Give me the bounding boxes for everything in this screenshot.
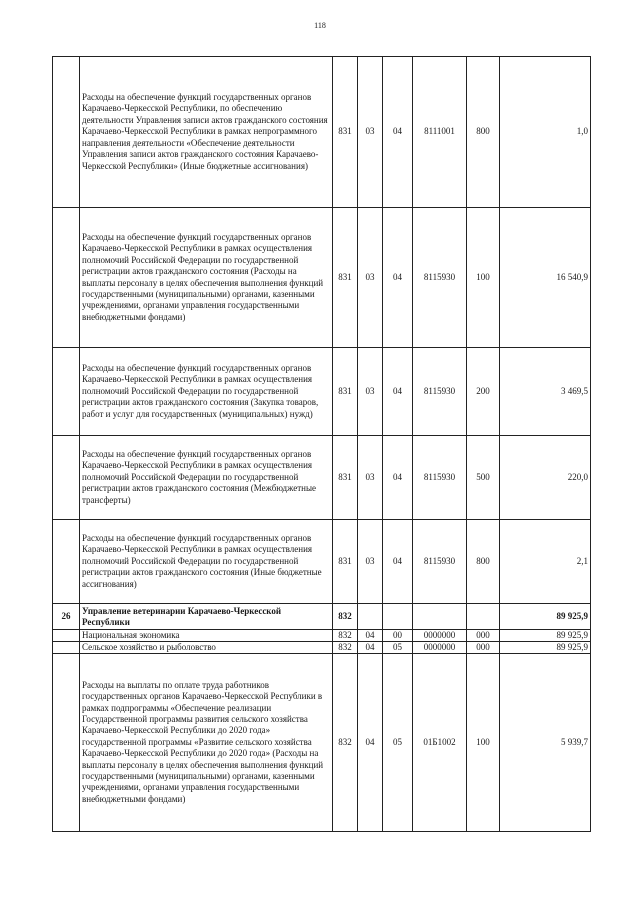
table-row <box>53 630 591 642</box>
amount: 5 939,7 <box>500 654 591 832</box>
table-row <box>53 520 591 604</box>
section-code: 03 <box>358 520 383 604</box>
subsection-code: 05 <box>383 654 413 832</box>
target-code: 8111001 <box>413 57 467 208</box>
row-number <box>53 348 80 436</box>
expense-type-code: 100 <box>467 208 500 348</box>
page-number: 118 <box>314 21 326 30</box>
row-description: Сельское хозяйство и рыболовство <box>80 642 333 654</box>
subsection-code: 04 <box>383 520 413 604</box>
expense-type-code: 100 <box>467 654 500 832</box>
amount: 1,0 <box>500 57 591 208</box>
subsection-code: 00 <box>383 630 413 642</box>
row-number <box>53 642 80 654</box>
expense-type-code: 500 <box>467 436 500 520</box>
section-code: 04 <box>358 630 383 642</box>
ministry-code: 831 <box>333 208 358 348</box>
target-code: 8115930 <box>413 436 467 520</box>
row-number: 26 <box>53 604 80 630</box>
table-row <box>53 654 591 832</box>
expense-type-code: 000 <box>467 630 500 642</box>
budget-table <box>52 56 591 832</box>
row-number <box>53 654 80 832</box>
section-code: 04 <box>358 654 383 832</box>
ministry-code: 831 <box>333 520 358 604</box>
expense-type-code: 000 <box>467 642 500 654</box>
amount: 89 925,9 <box>500 604 591 630</box>
expense-type-code: 800 <box>467 520 500 604</box>
row-description: Расходы на выплаты по оплате труда работников государственных органов Карачаево-Черкесской Республики в рамках подпрограммы «Обеспечение реализации Государственной программы развития сельского хозяйства Карачаево-Черкесской Республики до 2020 года» государственной программы «Развитие сельского хозяйства Карачаево-Черкесской Республики до 2020 года» (Расходы на выплаты персоналу в целях обеспечения выполнения функций государственными (муниципальными) органами, казенными учреждениями, органами управления государственными внебюджетными фондами) <box>80 654 333 832</box>
expense-type-code <box>467 604 500 630</box>
row-number <box>53 630 80 642</box>
table-row-department <box>53 604 591 630</box>
section-code: 04 <box>358 642 383 654</box>
row-description: Расходы на обеспечение функций государственных органов Карачаево-Черкесской Республики, по обеспечению деятельности Управления записи актов гражданского состояния Карачаево-Черкесской Республики в рамках непрограммного направления деятельности «Обеспечение деятельности Управления записи актов гражданского состояния Карачаево-Черкесской Республики» (Иные бюджетные ассигнования) <box>80 57 333 208</box>
target-code <box>413 604 467 630</box>
row-description: Национальная экономика <box>80 630 333 642</box>
row-number <box>53 57 80 208</box>
expense-type-code: 800 <box>467 57 500 208</box>
row-description: Расходы на обеспечение функций государственных органов Карачаево-Черкесской Республики в рамках осуществления полномочий Российской Федерации по государственной регистрации актов гражданского состояния (Межбюджетные трансферты) <box>80 436 333 520</box>
expense-type-code: 200 <box>467 348 500 436</box>
row-description: Расходы на обеспечение функций государственных органов Карачаево-Черкесской Республики в рамках осуществления полномочий Российской Федерации по государственной регистрации актов гражданского состояния (Расходы на выплаты персоналу в целях обеспечения выполнения функций государственными (муниципальными) органами, казенными учреждениями, органами управления государственными внебюджетными фондами) <box>80 208 333 348</box>
table-row <box>53 642 591 654</box>
amount: 16 540,9 <box>500 208 591 348</box>
subsection-code: 05 <box>383 642 413 654</box>
section-code: 03 <box>358 436 383 520</box>
target-code: 8115930 <box>413 208 467 348</box>
section-code: 03 <box>358 208 383 348</box>
target-code: 01Б1002 <box>413 654 467 832</box>
row-number <box>53 436 80 520</box>
table-row <box>53 57 591 208</box>
amount: 3 469,5 <box>500 348 591 436</box>
subsection-code <box>383 604 413 630</box>
row-description: Управление ветеринарии Карачаево-Черкесской Республики <box>80 604 333 630</box>
row-number <box>53 208 80 348</box>
section-code: 03 <box>358 348 383 436</box>
ministry-code: 832 <box>333 604 358 630</box>
row-number <box>53 520 80 604</box>
subsection-code: 04 <box>383 208 413 348</box>
target-code: 0000000 <box>413 630 467 642</box>
amount: 2,1 <box>500 520 591 604</box>
amount: 89 925,9 <box>500 642 591 654</box>
amount: 220,0 <box>500 436 591 520</box>
subsection-code: 04 <box>383 348 413 436</box>
ministry-code: 831 <box>333 57 358 208</box>
table-row <box>53 208 591 348</box>
target-code: 8115930 <box>413 520 467 604</box>
table-row <box>53 436 591 520</box>
subsection-code: 04 <box>383 436 413 520</box>
target-code: 0000000 <box>413 642 467 654</box>
subsection-code: 04 <box>383 57 413 208</box>
ministry-code: 832 <box>333 642 358 654</box>
amount: 89 925,9 <box>500 630 591 642</box>
ministry-code: 831 <box>333 436 358 520</box>
row-description: Расходы на обеспечение функций государственных органов Карачаево-Черкесской Республики в рамках осуществления полномочий Российской Федерации по государственной регистрации актов гражданского состояния (Закупка товаров, работ и услуг для государственных (муниципальных) нужд) <box>80 348 333 436</box>
ministry-code: 832 <box>333 630 358 642</box>
ministry-code: 831 <box>333 348 358 436</box>
table-row <box>53 348 591 436</box>
target-code: 8115930 <box>413 348 467 436</box>
row-description: Расходы на обеспечение функций государственных органов Карачаево-Черкесской Республики в рамках осуществления полномочий Российской Федерации по государственной регистрации актов гражданского состояния (Иные бюджетные ассигнования) <box>80 520 333 604</box>
section-code: 03 <box>358 57 383 208</box>
ministry-code: 832 <box>333 654 358 832</box>
section-code <box>358 604 383 630</box>
